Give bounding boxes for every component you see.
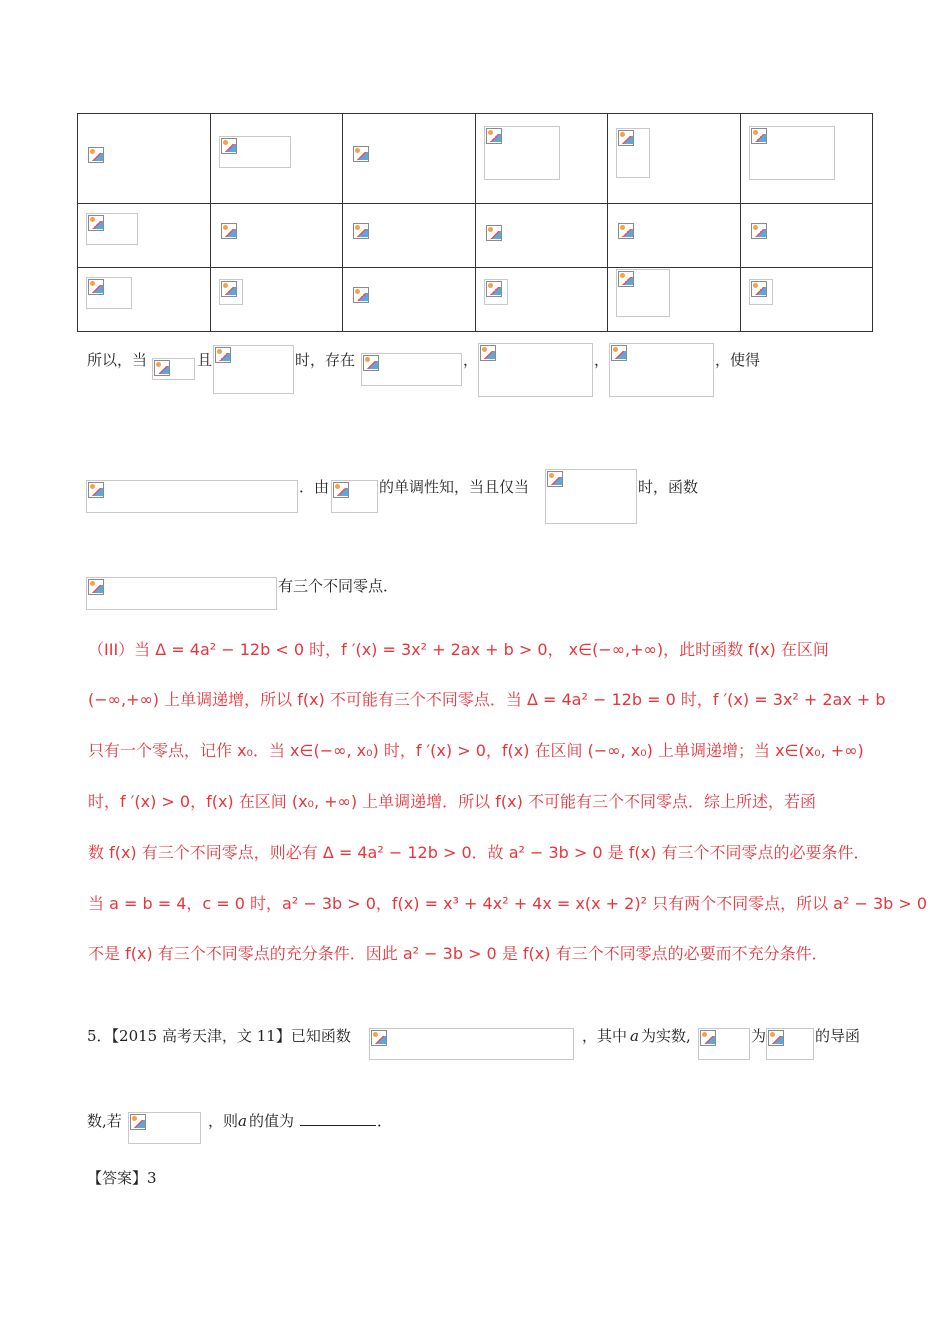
broken-image-icon [545,469,637,524]
broken-image-icon [369,1028,574,1060]
broken-image-icon [351,144,371,164]
question-text: ． [377,1112,393,1130]
broken-image-icon [213,345,294,394]
broken-image-icon [484,223,502,239]
solution-line: 时，f ′(x) > 0，f(x) 在区间 (x₀, +∞) 上单调递增．所以 f(x) 不可能有三个不同零点．综上所述，若函 [88,792,816,811]
table-cell [608,268,741,332]
broken-image-icon [219,136,291,168]
question-text: 5．【2015 高考天津，文 11】已知函数 [87,1027,351,1045]
broken-image-icon [616,269,670,317]
table-cell [78,268,211,332]
table-cell [343,114,476,204]
paragraph-text: 时，函数 [638,478,699,496]
broken-image-icon [351,221,371,241]
table-cell [740,268,873,332]
broken-image-icon [484,126,560,180]
paragraph-text: ， [463,351,479,369]
solution-line: （III）当 Δ = 4a² − 12b < 0 时，f ′(x) = 3x² + 2ax + b > 0， x∈(−∞,+∞)，此时函数 f(x) 在区间 [88,640,829,659]
broken-image-icon [219,221,239,241]
table-cell [78,114,211,204]
broken-image-icon [616,128,650,178]
broken-image-icon [478,343,593,397]
broken-image-icon [749,279,773,305]
table-cell [608,204,741,268]
broken-image-icon [749,221,769,241]
paragraph-text: 时，存在 [295,351,356,369]
answer-blank [300,1111,376,1131]
broken-image-icon [616,221,636,241]
broken-image-icon [609,343,714,397]
table-cell [210,204,343,268]
question-text: 为实数, [641,1027,691,1045]
paragraph-text: 有三个不同零点． [278,577,399,595]
paragraph-text: ，使得 [715,351,761,369]
table-cell [475,204,608,268]
broken-image-icon [152,358,195,380]
question-text: 的值为 [249,1112,295,1130]
table-cell [608,114,741,204]
table-row [78,114,873,204]
solution-line: 不是 f(x) 有三个不同零点的充分条件．因此 a² − 3b > 0 是 f(x) 有三个不同零点的必要而不充分条件． [88,944,828,963]
broken-image-icon [219,279,243,305]
table-cell [343,204,476,268]
table-cell [343,268,476,332]
broken-image-icon [86,480,298,513]
solution-line: 只有一个零点，记作 x₀．当 x∈(−∞, x₀) 时，f ′(x) > 0，f(x) 在区间 (−∞, x₀) 上单调递增；当 x∈(x₀, +∞) [88,741,864,760]
broken-image-icon [698,1028,750,1060]
question-text: 数,若 [87,1112,122,1130]
question-text: ，则 [208,1112,239,1130]
solution-line: 数 f(x) 有三个不同零点，则必有 Δ = 4a² − 12b > 0．故 a² − 3b > 0 是 f(x) 有三个不同零点的必要条件． [88,843,870,862]
broken-image-icon [766,1028,814,1060]
broken-image-icon [351,285,371,305]
table-cell [475,114,608,204]
solution-line: 当 a = b = 4，c = 0 时，a² − 3b > 0，f(x) = x³ + 4x² + 4x = x(x + 2)² 只有两个不同零点，所以 a² − 3b > 0 [88,894,928,913]
solution-line: (−∞,+∞) 上单调递增，所以 f(x) 不可能有三个不同零点．当 Δ = 4a² − 12b = 0 时，f ′(x) = 3x² + 2ax + b [88,690,886,709]
table-cell [210,114,343,204]
question-var: a [630,1027,639,1045]
broken-image-icon [331,480,378,513]
broken-image-icon [86,213,138,245]
table-cell [740,204,873,268]
question-text: ，其中 [582,1027,628,1045]
paragraph-text: ， [594,351,610,369]
broken-image-icon [86,277,132,309]
table-row [78,204,873,268]
broken-image-icon [361,353,462,386]
table-cell [210,268,343,332]
paragraph-text: 所以，当 [87,351,148,369]
table-cell [475,268,608,332]
broken-image-icon [86,577,277,610]
values-table [77,113,873,332]
table-row [78,268,873,332]
broken-image-icon [86,145,104,163]
paragraph-text: ．由 [299,478,330,496]
paragraph-text: 且 [197,351,213,369]
question-var: a [238,1112,247,1130]
question-text: 为 [751,1027,767,1045]
table-cell [78,204,211,268]
paragraph-text: 的单调性知，当且仅当 [379,478,530,496]
broken-image-icon [128,1112,201,1144]
broken-image-icon [749,126,835,180]
table-cell [740,114,873,204]
question-text: 的导函 [815,1027,861,1045]
broken-image-icon [484,279,508,305]
answer-text: 【答案】3 [87,1169,157,1187]
